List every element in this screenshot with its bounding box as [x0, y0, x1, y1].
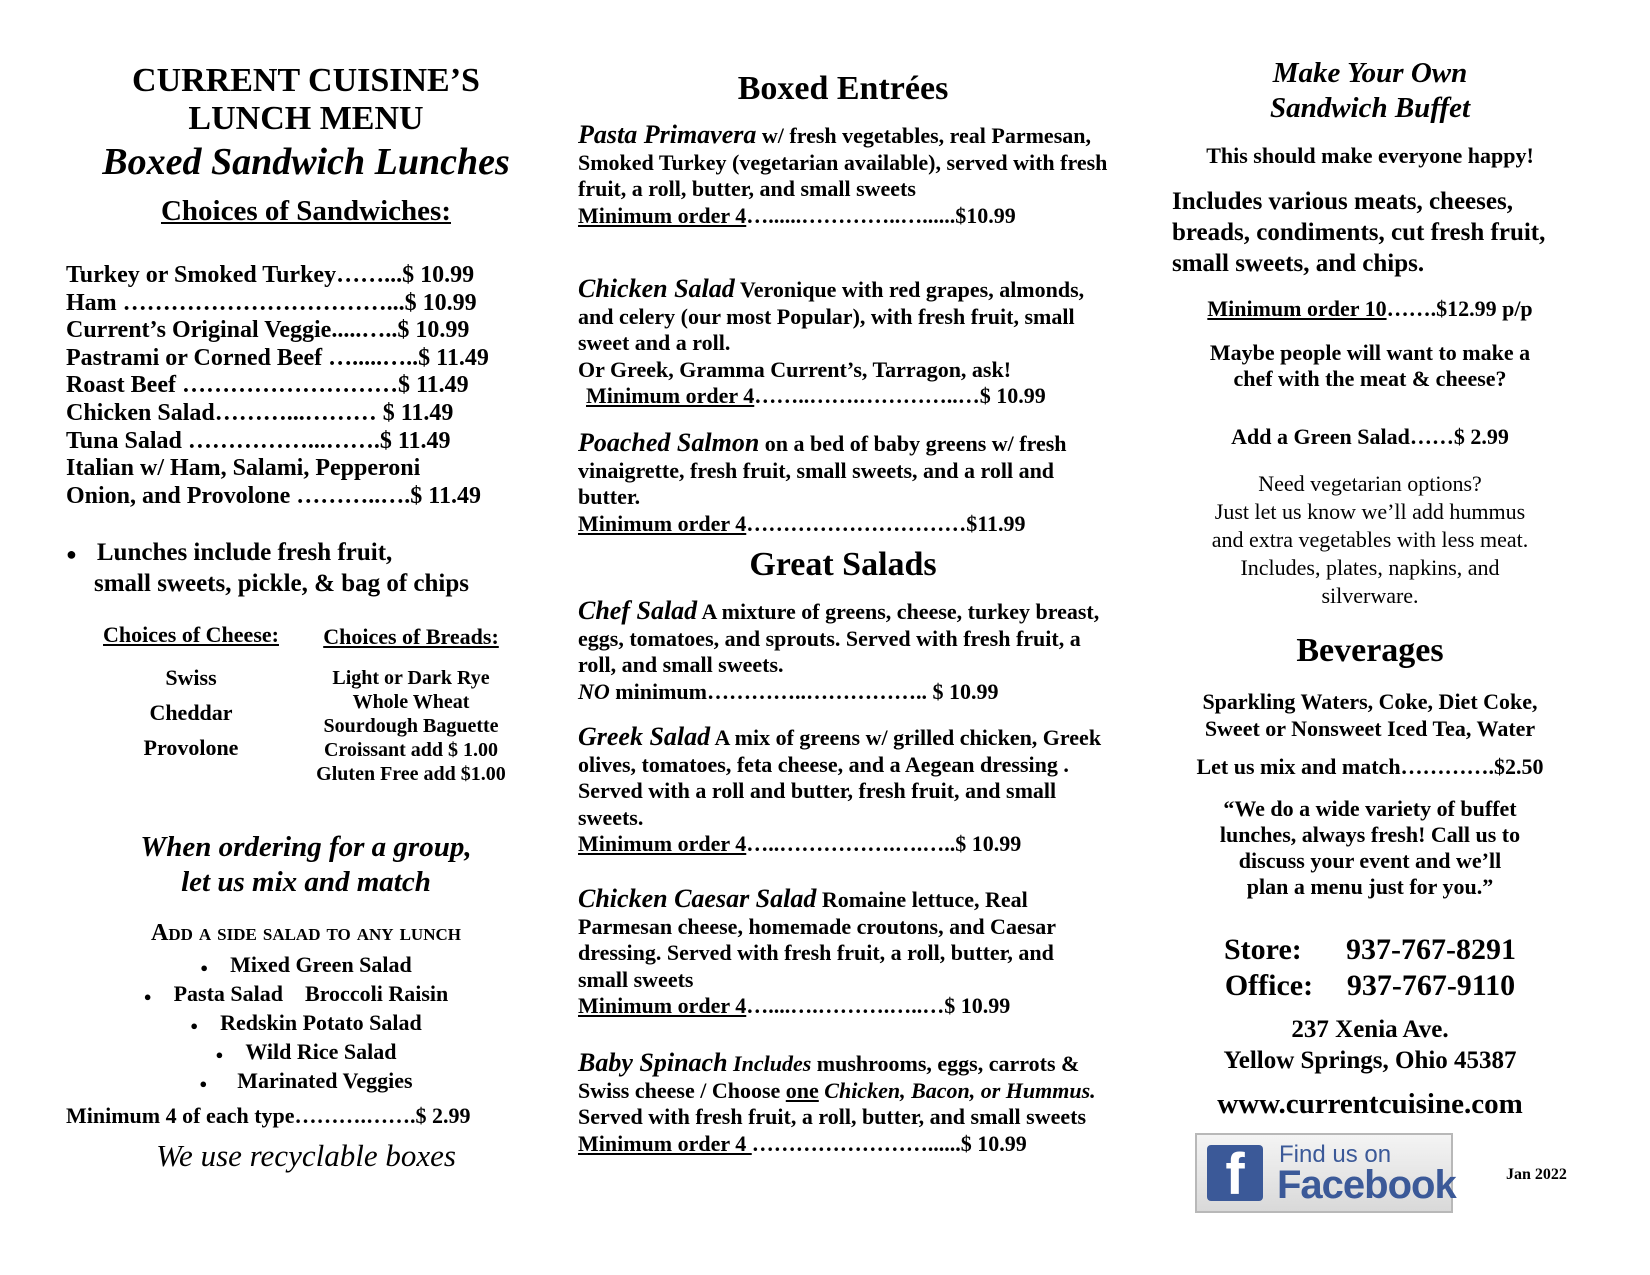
list-item: Provolone: [143, 735, 239, 760]
list-item: Chicken Salad………...……… $ 11.49: [66, 399, 454, 426]
list-item: Italian w/ Ham, Salami, Pepperoni: [66, 455, 421, 482]
heading-line: Make Your Own: [1272, 57, 1468, 89]
item-price: …………………………$11.99: [746, 510, 1026, 536]
boxed-entrees-heading: Boxed Entrées: [737, 70, 949, 107]
address-line: Yellow Springs, Ohio 45387: [1223, 1047, 1517, 1074]
group-order-note: [66, 830, 546, 900]
item-description: w/ fresh vegetables, real Parmesan, Smoked Turkey (vegetarian available), served with fresh fruit, a roll, butter, and small sweets: [578, 123, 1108, 201]
beverage-price: Let us mix and match………….$2.50: [1196, 754, 1544, 779]
bread-heading: Choices of Breads:: [323, 624, 499, 649]
list-item: ● Wild Rice Salad: [215, 1039, 397, 1064]
heading-line: Sandwich Buffet: [1269, 92, 1471, 124]
item-description: A mix of greens w/ grilled chicken, Greek olives, tomatoes, feta cheese, and a Aegean dressing . Served with a roll and butter, fresh fruit, and small sweets.: [578, 725, 1102, 830]
menu-item-chef-salad: [578, 598, 1108, 705]
title-line: CURRENT CUISINE’S: [132, 62, 480, 99]
store-phone: [1160, 932, 1580, 968]
phone-number: 937-767-8291: [1346, 933, 1516, 966]
list-item: Whole Wheat: [352, 691, 470, 713]
item-description: one: [785, 1077, 819, 1103]
item-price: ……………………......$ 10.99: [751, 1130, 1027, 1156]
facebook-badge-text: Facebook: [1277, 1163, 1456, 1207]
address-line: 237 Xenia Ave.: [1291, 1016, 1449, 1043]
vegetarian-note: [1160, 470, 1580, 610]
cheese-heading: Choices of Cheese:: [103, 622, 279, 647]
list-item: Tuna Salad ……………...…….$ 11.49: [66, 427, 451, 454]
beverages-heading: Beverages: [1296, 632, 1444, 669]
list-item: Gluten Free add $1.00: [316, 763, 506, 785]
list-item: ● Pasta Salad Broccoli Raisin: [143, 981, 449, 1006]
item-minimum: Minimum order 10: [1207, 296, 1387, 321]
bullet-icon: ●: [200, 960, 209, 975]
bullet-icon: ●: [143, 989, 152, 1004]
facebook-badge[interactable]: [1195, 1133, 1456, 1213]
green-salad-addon: Add a Green Salad……$ 2.99: [1231, 424, 1509, 449]
bullet-icon: ●: [199, 1076, 208, 1091]
item-minimum: Minimum order 4: [578, 831, 747, 856]
recyclable-note: We use recyclable boxes: [156, 1138, 456, 1173]
list-item: Turkey or Smoked Turkey……...$ 10.99: [66, 262, 475, 288]
item-name: Baby Spinach: [578, 1048, 728, 1077]
beverage-list: [1160, 688, 1580, 742]
title-line: LUNCH MENU: [188, 100, 424, 137]
item-name: Greek Salad: [578, 722, 711, 751]
list-item: Sourdough Baguette: [323, 715, 499, 737]
item-price: minimum…………..…………….. $ 10.99: [609, 678, 999, 704]
item-description: A mixture of greens, cheese, turkey breast, eggs, tomatoes, and sprouts. Served with fresh fruit, a roll, and small sweets.: [578, 599, 1100, 677]
item-name: Chicken Salad: [578, 274, 735, 303]
side-salad-minimum: Minimum 4 of each type……….…….$ 2.99: [66, 1103, 471, 1128]
side-salad-heading: Add a side salad to any lunch: [151, 920, 461, 946]
buffet-quote: [1160, 796, 1580, 900]
item-description: on a bed of baby greens w/ fresh vinaigrette, fresh fruit, small sweets, and a roll and butter.: [578, 431, 1067, 509]
bread-choices: [306, 624, 516, 786]
buffet-tagline: This should make everyone happy!: [1206, 143, 1534, 168]
menu-subtitle: Boxed Sandwich Lunches: [102, 141, 510, 183]
item-minimum: Minimum order 4: [578, 202, 747, 228]
note-line: discuss your event and we’ll: [1238, 848, 1502, 873]
contact-phones: [1160, 932, 1580, 1004]
list-item: ● Marinated Veggies: [199, 1068, 413, 1093]
list-item: Onion, and Provolone ………..….$ 11.49: [66, 482, 481, 509]
list-item: Pastrami or Corned Beef ….....…..$ 11.49: [66, 344, 489, 371]
item-description: Veronique with red grapes, almonds, and celery (our most Popular), with fresh fruit, small sweet and a roll.: [578, 277, 1085, 355]
item-description: mushrooms, eggs, carrots & Swiss cheese / Choose: [578, 1051, 1080, 1103]
item-name: Pasta Primavera: [578, 120, 757, 149]
item-description: Includes: [727, 1051, 812, 1076]
item-description: Served with fresh fruit, a roll, butter, and small sweets: [578, 1104, 1087, 1129]
phone-label: Store:: [1224, 933, 1302, 966]
note-line: chef with the meat & cheese?: [1233, 366, 1507, 391]
phone-label: Office:: [1224, 969, 1314, 1002]
list-item: Light or Dark Rye: [332, 667, 490, 689]
list-item: Ham ……………………………...$ 10.99: [66, 289, 477, 316]
buffet-includes: Includes various meats, cheeses, breads, condiments, cut fresh fruit, small sweets, and chips.: [1172, 188, 1546, 277]
list-item: Cheddar: [149, 700, 233, 725]
side-salad-section: [66, 920, 546, 1129]
item-price: …….$12.99 p/p: [1386, 296, 1533, 321]
item-minimum: Minimum order 4: [578, 1130, 752, 1156]
bullet-icon: ●: [215, 1047, 224, 1062]
list-item: Croissant add $ 1.00: [323, 739, 499, 761]
note-line: Includes, plates, napkins, and: [1240, 555, 1500, 580]
item-description: Or Greek, Gramma Current’s, Tarragon, ask!: [578, 356, 1012, 382]
facebook-badge-text: Find us on: [1279, 1141, 1392, 1168]
menu-item-salmon: [578, 430, 1108, 537]
item-price: …......…………..…......$10.99: [746, 202, 1016, 228]
sandwich-choices-heading: Choices of Sandwiches:: [160, 195, 451, 227]
bullet-icon: ●: [66, 544, 77, 564]
menu-item-pasta: [578, 122, 1108, 229]
menu-item-greek-salad: [578, 724, 1108, 858]
note-line: lunches, always fresh! Call us to: [1219, 822, 1521, 847]
item-name: Chef Salad: [578, 596, 698, 625]
bullet-icon: ●: [190, 1018, 199, 1033]
note-line: Need vegetarian options?: [1258, 471, 1482, 496]
item-minimum: Minimum order 4: [578, 993, 747, 1018]
sandwich-list: [66, 262, 546, 510]
menu-item-baby-spinach: [578, 1050, 1108, 1157]
menu-item-caesar-salad: [578, 886, 1108, 1020]
phone-number: 937-767-9110: [1346, 969, 1516, 1002]
lunch-includes-note: ● Lunches include fresh fruit, small sweets, pickle, & bag of chips: [66, 539, 469, 597]
facebook-icon: f: [1207, 1145, 1263, 1201]
list-item: ● Mixed Green Salad: [200, 952, 412, 977]
item-minimum: Minimum order 4: [586, 383, 755, 408]
cheese-choices: [86, 622, 296, 765]
note-line: When ordering for a group,: [140, 831, 472, 863]
item-name: Poached Salmon: [578, 428, 760, 457]
note-line: let us mix and match: [181, 866, 431, 898]
item-name: Chicken Caesar Salad: [578, 884, 817, 913]
website-link[interactable]: www.currentcuisine.com: [1217, 1088, 1523, 1120]
list-item: Roast Beef ………………………$ 11.49: [66, 372, 469, 399]
chef-question: [1160, 340, 1580, 392]
note-line: Sparkling Waters, Coke, Diet Coke,: [1202, 689, 1538, 714]
great-salads-heading: Great Salads: [749, 546, 937, 583]
item-price: …....….……….…..…$ 10.99: [746, 993, 1011, 1018]
note-line: plan a menu just for you.”: [1246, 874, 1494, 899]
list-item: ● Redskin Potato Salad: [190, 1010, 422, 1035]
list-item: Current’s Original Veggie.....…..$ 10.99: [66, 317, 470, 344]
buffet-minimum: [1160, 296, 1580, 322]
item-price: …..…………….….…..$ 10.99: [746, 831, 1022, 856]
menu-item-chicken-salad: [578, 276, 1108, 410]
item-no: NO: [578, 678, 610, 704]
list-item: Swiss: [165, 665, 217, 690]
item-price: ……..…….…………..…$ 10.99: [754, 383, 1046, 408]
office-phone: [1160, 968, 1580, 1004]
note-line: silverware.: [1321, 583, 1419, 608]
note-line: and extra vegetables with less meat.: [1211, 527, 1529, 552]
item-description: Romaine lettuce, Real Parmesan cheese, homemade croutons, and Caesar dressing. Served with fresh fruit, a roll, butter, and small sweets: [578, 887, 1056, 992]
note-line: Maybe people will want to make a: [1209, 340, 1531, 365]
note-line: “We do a wide variety of buffet: [1223, 796, 1517, 821]
menu-title: [66, 62, 546, 138]
buffet-heading: [1160, 56, 1580, 126]
item-minimum: Minimum order 4: [578, 510, 747, 536]
menu-date: Jan 2022: [1506, 1166, 1567, 1183]
note-line: Sweet or Nonsweet Iced Tea, Water: [1204, 716, 1536, 741]
address: [1160, 1014, 1580, 1076]
item-description: Chicken, Bacon, or Hummus.: [818, 1077, 1096, 1103]
note-line: Just let us know we’ll add hummus: [1214, 499, 1526, 524]
